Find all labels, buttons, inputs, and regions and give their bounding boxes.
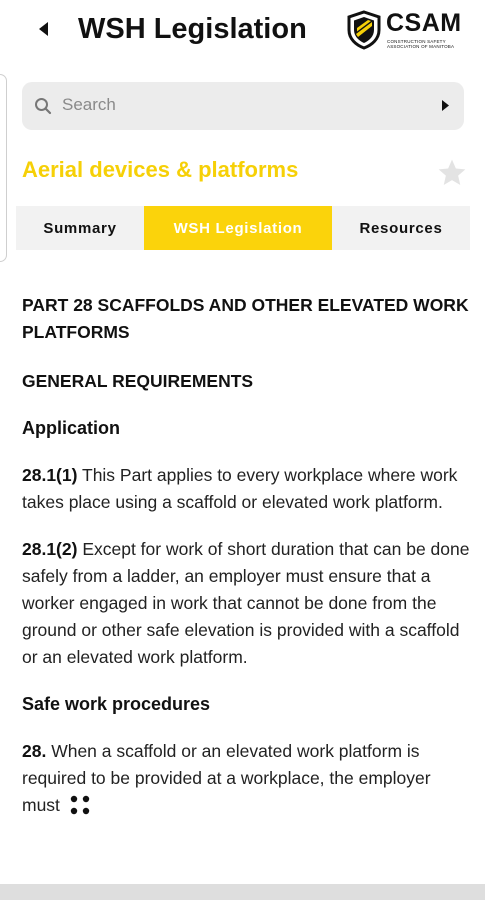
- drag-dots-icon: [67, 793, 93, 819]
- search-bar[interactable]: [22, 82, 464, 130]
- app-header: [0, 0, 485, 62]
- clause-ref: 28.1(2): [22, 539, 78, 559]
- search-icon: [34, 97, 52, 115]
- logo-subtitle: CONSTRUCTION SAFETY ASSOCIATION OF MANITOBA: [387, 39, 455, 49]
- csam-logo: [346, 10, 470, 52]
- play-arrow-icon[interactable]: [441, 99, 450, 112]
- tab-wsh-legislation[interactable]: WSH Legislation: [144, 206, 332, 250]
- page-title: WSH Legislation: [78, 13, 307, 45]
- clause-text: This Part applies to every workplace where work takes place using a scaffold or elevated work platform.: [22, 465, 458, 512]
- tab-summary[interactable]: Summary: [43, 219, 117, 237]
- general-requirements-heading: GENERAL REQUIREMENTS: [22, 371, 254, 391]
- shield-logo-icon: [346, 10, 382, 50]
- bottom-bar: [0, 884, 485, 900]
- section-title: Aerial devices & platforms: [22, 157, 299, 182]
- clause-ref: 28.: [22, 741, 47, 761]
- side-drawer-handle[interactable]: [0, 74, 7, 262]
- legislation-content: [22, 292, 472, 839]
- tab-bar: [16, 206, 470, 250]
- clause-text: When a scaffold or an elevated work platform is required to be provided at a workplace, the employer must: [22, 741, 431, 815]
- chevron-left-icon: [37, 21, 49, 37]
- search-input[interactable]: Search: [62, 95, 116, 114]
- star-icon[interactable]: [436, 157, 468, 189]
- part-title: PART 28 SCAFFOLDS AND OTHER ELEVATED WORK PLATFORMS: [22, 295, 469, 342]
- clause-28-1-1: [22, 462, 472, 516]
- clause-ref: 28.1(1): [22, 465, 78, 485]
- safe-work-procedures-heading: Safe work procedures: [22, 694, 211, 714]
- back-button[interactable]: [34, 18, 52, 40]
- clause-text: Except for work of short duration that can be done safely from a ladder, an employer must ensure that a worker engaged in work that cannot be done from the ground or other safe elevation is provided with a scaffold or an elevated work platform.: [22, 539, 470, 667]
- clause-28-1-2: [22, 536, 472, 671]
- tab-resources[interactable]: Resources: [359, 219, 443, 237]
- floating-menu-button[interactable]: [58, 784, 102, 828]
- application-heading: Application: [22, 418, 120, 438]
- logo-wordmark: CSAM: [386, 9, 462, 37]
